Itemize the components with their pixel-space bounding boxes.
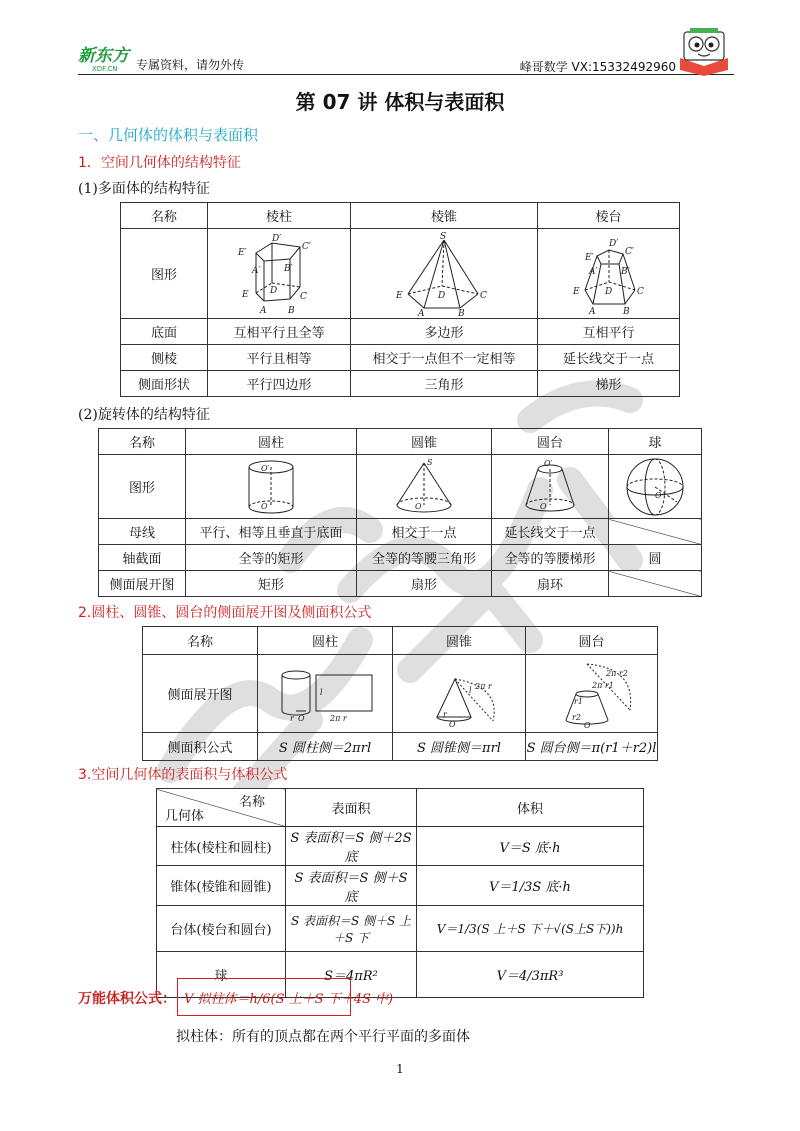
label-e-prime: E′ [584,252,594,263]
frustum-lateral-formula: S 圆台侧＝π(r1＋r2)l [526,733,658,761]
logo-text: 新东方 [78,46,129,66]
label-2pir: 2π r [475,681,492,691]
universal-formula-box [177,978,394,1016]
sv-volume-formula: V＝1/3S 底·h [417,866,644,906]
poly-cell: 平行且相等 [208,345,351,371]
poly-cell: 平行四边形 [208,371,351,397]
label-d-prime: D′ [608,238,618,249]
rot-row-label: 母线 [99,519,186,545]
rot-row-label: 侧面展开图 [99,571,186,597]
label-o: O [261,501,268,511]
label-e-prime: E′ [238,247,247,258]
surface-volume-table [156,788,644,998]
label-o: O [449,719,456,729]
lat-header-cone: 圆锥 [393,627,526,655]
sv-corner-top: 名称 [238,795,265,810]
label-a: A [418,308,425,316]
label-d: D [438,290,446,301]
poly-header-name: 名称 [121,203,208,229]
sv-area-formula: S 表面积＝S 侧＋S 上＋S 下 [286,906,417,952]
label-o: O [655,490,662,500]
label-d: D [604,286,612,297]
rot-cell: 矩形 [186,571,357,597]
cylinder-lateral-formula: S 圆柱侧＝2πrl [258,733,393,761]
label-c-prime: C′ [624,246,634,257]
cylinder-figure [186,455,357,519]
lat-row2-label: 侧面积公式 [143,733,258,761]
rot-header-name: 名称 [99,429,186,455]
poly-row-label: 侧棱 [121,345,208,371]
label-a-prime: A′ [252,265,261,276]
lat-header-cylinder: 圆柱 [258,627,393,655]
label-2pir2: 2π r2 [605,668,628,678]
xdf-logo [78,47,132,73]
lat-row1-label: 侧面展开图 [143,655,258,733]
rotation-table [98,428,702,597]
sv-corner-bottom: 几何体 [165,809,205,824]
label-c: C [636,286,644,297]
label-o-prime: O′ [261,463,270,473]
sv-header-volume: 体积 [417,789,644,827]
label-o: O [415,501,422,511]
rot-cell: 全等的矩形 [186,545,357,571]
poly-row-label: 底面 [121,319,208,345]
rot-header-cone: 圆锥 [357,429,492,455]
poly-cell: 延长线交于一点 [538,345,680,371]
label-c-prime: C′ [302,241,311,252]
polyhedron-heading: (1)多面体的结构特征 [78,181,210,197]
sv-volume-formula: V＝1/3(S 上＋S 下＋√(S上S下))h [417,906,644,952]
rot-cell: 延长线交于一点 [492,519,609,545]
label-a-prime: A′ [588,266,598,277]
lat-header-frustum: 圆台 [526,627,658,655]
cone-net-figure [393,655,526,733]
sv-volume-formula: V＝S 底·h [417,827,644,866]
rot-cell: 扇形 [357,571,492,597]
label-c: C [480,290,487,301]
label-e: E [242,289,249,300]
page-title: 第 07 讲 体积与表面积 [295,90,505,114]
sv-row-label: 台体(棱台和圆台) [157,906,286,952]
poly-header-frustum: 棱台 [538,203,680,229]
label-2pir: 2π r [330,713,347,723]
cone-diagram [389,457,459,517]
label-o-prime: O′ [544,458,553,468]
label-d: D [270,285,278,296]
sphere-figure [609,455,702,519]
rot-row-label: 轴截面 [99,545,186,571]
sub-heading-3: 3.空间几何体的表面积与体积公式 [78,767,288,783]
rot-cell: 圆 [609,545,702,571]
sv-row-label: 锥体(棱锥和圆锥) [157,866,286,906]
pyramid-diagram [394,232,494,316]
header-left-text: 专属资料，请勿外传 [136,58,245,72]
sv-volume-formula: V＝4/3πR³ [417,952,644,998]
label-s: S [427,457,433,467]
rot-header-cylinder: 圆柱 [186,429,357,455]
logo-sub: XDF.CN [92,65,118,73]
label-a: A [588,306,595,316]
header-right-text: 峰哥数学 VX:15332492960 [519,60,676,74]
label-o: O [583,720,591,730]
polyhedron-table [120,202,680,397]
sv-area-formula: S＝4πR² [286,952,417,998]
sub-heading-2: 2.圆柱、圆锥、圆台的侧面展开图及侧面积公式 [78,605,372,621]
label-e: E [396,290,403,301]
header-rule [78,74,734,75]
rot-header-sphere: 球 [609,429,702,455]
poly-cell: 互相平行 [538,319,680,345]
poly-cell: 相交于一点但不一定相等 [351,345,538,371]
prismatoid-note: 拟柱体：所有的顶点都在两个平行平面的多面体 [176,1029,470,1045]
label-e: E [572,286,580,297]
rot-cell: 相交于一点 [357,519,492,545]
frustum-net-diagram [542,658,642,730]
frustum-figure [538,229,680,319]
cylinder-diagram [241,457,301,517]
label-s: S [440,231,447,242]
pyramid-figure [351,229,538,319]
label-r: r [443,709,447,719]
prism-diagram [234,233,324,315]
rot-cell: 全等的等腰梯形 [492,545,609,571]
label-b: B [458,308,465,316]
label-r: r [290,713,294,723]
book-mascot-icon [676,28,732,76]
label-r2: r2 [571,712,581,722]
poly-row-label: 侧面形状 [121,371,208,397]
frustum-cone-diagram [520,457,580,517]
frustum-cone-figure [492,455,609,519]
label-b: B [622,306,630,316]
rot-cell: 扇环 [492,571,609,597]
poly-figure-label: 图形 [121,229,208,319]
rot-figure-label: 图形 [99,455,186,519]
label-c: C [300,291,307,302]
sv-area-formula: S 表面积＝S 侧＋2S 底 [286,827,417,866]
poly-header-prism: 棱柱 [208,203,351,229]
lat-header-name: 名称 [143,627,258,655]
poly-cell: 多边形 [351,319,538,345]
rot-cell-empty [609,571,702,597]
label-o: O [540,501,547,511]
sv-corner-cell [157,789,286,827]
frustum-net-figure [526,655,658,733]
sv-area-formula: S 表面积＝S 侧＋S 底 [286,866,417,906]
prism-figure [208,229,351,319]
sv-row-label: 球 [157,952,286,998]
label-a: A [260,305,267,315]
label-b-prime: B′ [284,263,293,274]
lateral-area-table [142,626,658,761]
cone-figure [357,455,492,519]
label-b: B [288,305,295,315]
universal-formula-label: 万能体积公式： [78,991,176,1007]
sub-heading-1: 1．空间几何体的结构特征 [78,155,241,171]
label-l: l [469,685,472,695]
rotation-heading: (2)旋转体的结构特征 [78,407,210,423]
poly-cell: 互相平行且全等 [208,319,351,345]
sv-header-area: 表面积 [286,789,417,827]
poly-cell: 三角形 [351,371,538,397]
section-heading-1: 一、几何体的体积与表面积 [78,126,259,144]
frustum-diagram [569,232,649,316]
cylinder-net-figure [258,655,393,733]
cone-lateral-formula: S 圆锥侧＝πrl [393,733,526,761]
rot-cell: 全等的等腰三角形 [357,545,492,571]
label-d-prime: D′ [272,233,282,244]
cylinder-net-diagram [270,661,380,727]
cone-net-diagram [409,659,509,729]
label-b-prime: B′ [620,266,630,277]
rot-cell-empty [609,519,702,545]
label-2pir1: 2π r1 [591,680,614,690]
poly-cell: 梯形 [538,371,680,397]
label-l: l [320,687,323,697]
rot-cell: 平行、相等且垂直于底面 [186,519,357,545]
universal-formula: V 拟柱体＝h/6(S 上＋S 下＋4S 中) [184,992,394,1007]
sv-row-label: 柱体(棱柱和圆柱) [157,827,286,866]
poly-header-pyramid: 棱锥 [351,203,538,229]
rot-header-frustum: 圆台 [492,429,609,455]
label-r1: r1 [573,696,583,706]
label-o: O [298,713,305,723]
page-number: 1 [396,1062,404,1076]
sphere-diagram [623,456,687,518]
